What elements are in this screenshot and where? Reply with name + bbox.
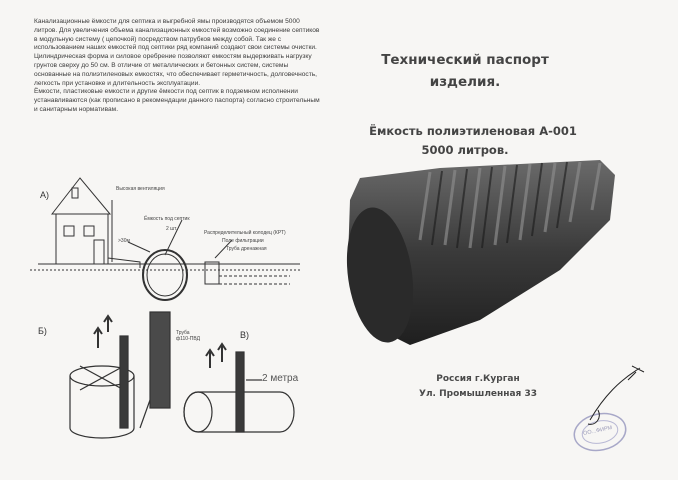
vent-label: Высокая вентиляция — [116, 186, 165, 192]
product-volume: 5000 литров. — [421, 143, 509, 157]
diagram-v — [184, 344, 294, 432]
label-v: В) — [240, 330, 249, 340]
pipe-label: Труба — [176, 330, 190, 336]
tank-count: 2 шт. — [166, 226, 178, 232]
passport-subtitle: изделия. — [429, 74, 501, 90]
distance-label: >30м — [118, 238, 130, 244]
passport-title: Технический паспорт — [381, 52, 549, 68]
label-a: А) — [40, 190, 49, 200]
diagram-b — [70, 312, 170, 438]
filter-field-label: Поле фильтрации — [222, 238, 264, 244]
pipe-size-label: ф110-ПВД — [176, 336, 200, 342]
description-paragraph-1: Канализационные ёмкости для септика и выгребной ямы производятся объемом 5000 литров. Для увеличения объема канализационных емкостей возможно соединение септиков в модульную систему ( цепочкой) посредством патрубков между собой. Так же с использованием наших емкостей под септики ряд компаний создают свои системы очистки. Цилиндрическая форма и силовое оребрение позволяют емкостям выдерживать нагрузку грунтов сверху до 50 см. В отличие от металлических и бетонных систем, системы основанные на полиэтиленовых емкостях, что обеспечивает герметичность, долговечность, легкость при установке и длительность эксплуатации. — [34, 18, 320, 87]
product-name: Ёмкость полиэтиленовая А-001 — [369, 124, 577, 138]
description-paragraph-2: Ёмкости, пластиковые емкости и другие ёмкости под септик в подземном исполнении устанавливаются (как прописано в рекомендации данного паспорта) согласно строительным и санитарным нормативам. — [34, 88, 320, 113]
stamp-text: ОО...ФИРМ — [582, 425, 613, 437]
tank-body — [339, 160, 615, 347]
tank-label: Ёмкость под септик — [144, 216, 190, 222]
well-label: Распределительный колодец (КРТ) — [204, 230, 286, 236]
label-b: Б) — [38, 326, 47, 336]
drain-pipe-label: Труба дренажная — [226, 246, 267, 252]
address-street: Ул. Промышленная 33 — [419, 389, 537, 399]
two-meters-label: 2 метра — [262, 373, 299, 384]
address-city: Россия г.Курган — [436, 374, 520, 384]
